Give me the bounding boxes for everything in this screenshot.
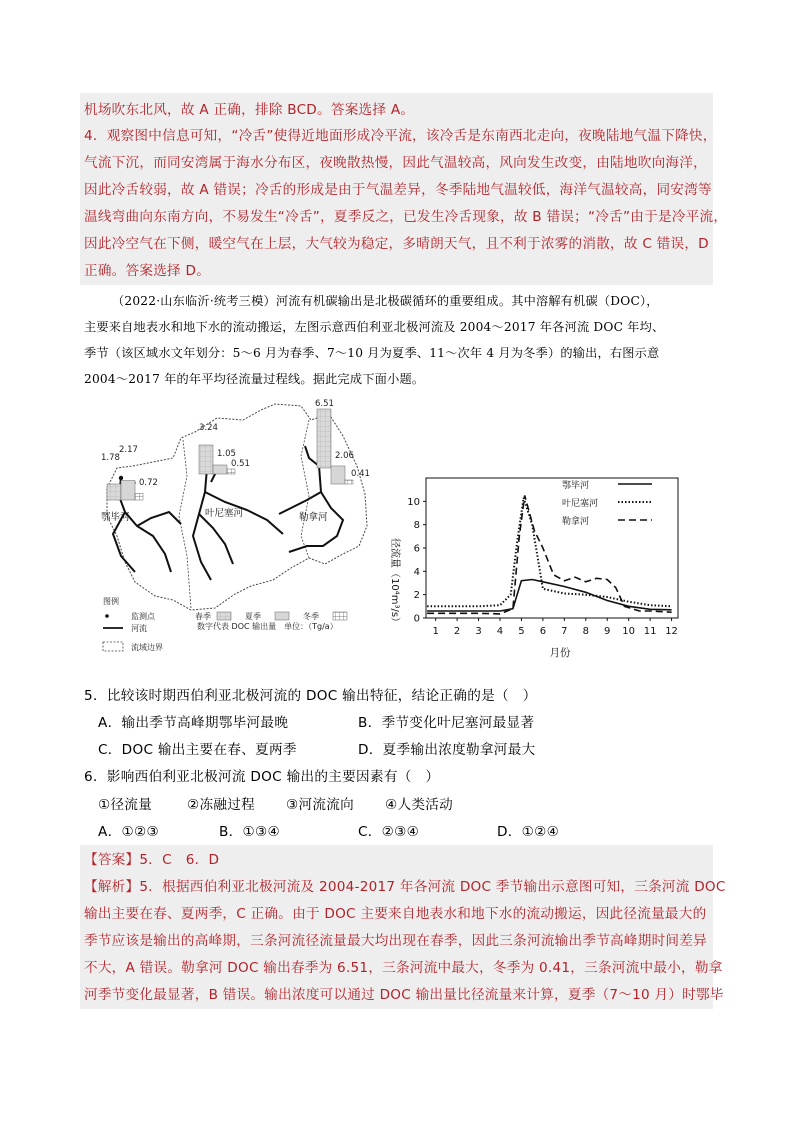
legend-river: 河流 — [131, 624, 147, 633]
q5-option-b: B．季节变化叶尼塞河最显著 — [358, 715, 535, 731]
y-tick-label: 4 — [413, 566, 420, 578]
x-tick-label: 12 — [665, 626, 678, 637]
q6-factor-2: ②冻融过程 — [187, 797, 256, 813]
bar-lena-winter — [345, 480, 353, 484]
label-yenisei-winter: 0.51 — [231, 459, 250, 469]
y-tick-label: 8 — [413, 520, 420, 532]
runoff-chart — [380, 470, 690, 660]
analysis-line-5: 河季节变化最显著，B 错误。输出浓度可以通过 DOC 输出量比径流量来计算，夏季（7～10 月）时鄂毕 — [84, 987, 724, 1003]
answer-line — [84, 848, 219, 868]
intro-line-4: 2004～2017 年的年平均径流量过程线。据此完成下面小题。 — [84, 372, 425, 386]
analysis-line-4: 不大，A 错误。勒拿河 DOC 输出春季为 6.51，三条河流中最大，冬季为 0.41，三条河流中最小，勒拿 — [84, 960, 723, 976]
q6-option-a: A．①②③ — [98, 824, 159, 840]
legend-boundary: 流域边界 — [131, 643, 163, 652]
label-yenisei-spring: 3.24 — [199, 423, 218, 433]
q5-stem: 5．比较该时期西伯利亚北极河流的 DOC 输出特征，结论正确的是（ ） — [84, 688, 537, 704]
analysis-text-1: 5．根据西伯利亚北极河流及 2004-2017 年各河流 DOC 季节输出示意图可知，三条河流 DOC — [139, 879, 726, 895]
y-tick-label: 2 — [413, 590, 420, 602]
intro-line-1: （2022·山东临沂·统考三模）河流有机碳输出是北极碳循环的重要组成。其中溶解有机碳（DOC）， — [112, 294, 659, 308]
series-line-2 — [427, 498, 671, 607]
label-obi-summer: 2.17 — [119, 445, 138, 455]
q6-stem: 6．影响西伯利亚北极河流 DOC 输出的主要因素有（ ） — [84, 769, 440, 785]
doc-map-figure — [95, 396, 385, 636]
legend-spring: 春季 — [195, 612, 211, 621]
explanation-line-4: 因此冷舌较弱，故 A 错误；冷舌的形成是由于气温差异，冬季陆地气温较低，海洋气温较高，同安湾等 — [84, 182, 712, 198]
q5-option-a: A．输出季节高峰期鄂毕河最晚 — [98, 715, 289, 731]
bar-lena-spring — [317, 409, 331, 468]
q5-option-c: C．DOC 输出主要在春、夏两季 — [98, 742, 297, 758]
series-line-1 — [427, 580, 671, 612]
series-line-3 — [427, 496, 671, 614]
label-lena-winter: 0.41 — [351, 469, 370, 479]
y-axis-label: 径流量（10⁴m³/s） — [389, 538, 400, 628]
explanation-line-5: 温线弯曲向东南方向，不易发生“冷舌”，夏季反之，已发生冷舌现象，故 B 错误；“冷舌”由于是冷平流， — [84, 209, 728, 225]
analysis-line-3: 季节应该是输出的高峰期，三条河流径流量最大均出现在春季，因此三条河流输出季节高峰期时间差异 — [84, 933, 707, 949]
legend-entry-3: 勒拿河 — [562, 517, 590, 527]
x-tick-label: 2 — [453, 626, 461, 637]
explanation-line-2: 4．观察图中信息可知，“冷舌”使得近地面形成冷平流，该冷舌是东南西北走向，夜晚陆地气温下降快， — [84, 128, 717, 144]
legend-entry-2: 叶尼塞河 — [562, 499, 599, 509]
y-tick-label: 6 — [413, 543, 420, 555]
river-label-yenisei: 叶尼塞河 — [205, 508, 244, 519]
analysis-line-1 — [84, 875, 726, 895]
label-lena-summer: 2.06 — [335, 451, 354, 461]
q6-factor-1: ①径流量 — [98, 797, 153, 813]
x-tick-label: 1 — [432, 626, 439, 637]
label-lena-spring: 6.51 — [315, 399, 334, 409]
x-tick-label: 11 — [643, 626, 657, 637]
map-note-line: 数字代表 DOC 输出量 单位：（Tg/a） — [197, 622, 338, 631]
analysis-line-2: 输出主要在春、夏两季，C 正确。由于 DOC 主要来自地表水和地下水的流动搬运，因此径流量最大的 — [84, 906, 707, 922]
legend-title: 图例 — [103, 597, 119, 606]
analysis-tag: 【解析】 — [84, 879, 140, 895]
x-tick-label: 10 — [622, 626, 636, 637]
explanation-line-3: 气流下沉，而同安湾属于海水分布区，夜晚散热慢，因此气温较高，风向发生改变，由陆地吹向海洋， — [84, 155, 707, 171]
intro-line-3: 季节（该区域水文年划分：5～6 月为春季、7～10 月为夏季、11～次年 4 月为冬季）的输出，右图示意 — [84, 346, 660, 360]
bar-obi-spring — [107, 484, 121, 500]
bar-obi-winter — [135, 494, 143, 501]
intro-line-2: 主要来自地表水和地下水的流动搬运，左图示意西伯利亚北极河流及 2004～2017 年各河流 DOC 年均、 — [84, 320, 665, 334]
q6-option-c: C．②③④ — [358, 824, 420, 840]
map-legend-extra — [95, 636, 385, 670]
legend-winter: 冬季 — [303, 612, 319, 621]
station-obi — [119, 476, 123, 480]
legend-station: 监测点 — [131, 612, 155, 621]
answer-text: 5．C 6．D — [139, 852, 220, 868]
x-tick-label: 3 — [475, 626, 482, 637]
river-label-obi: 鄂毕河 — [101, 512, 130, 523]
x-tick-label: 4 — [496, 626, 504, 637]
label-obi-spring: 1.78 — [101, 453, 120, 463]
map-legend — [103, 596, 156, 633]
legend-summer: 夏季 — [245, 612, 261, 621]
answer-tag: 【答案】 — [84, 852, 140, 868]
x-tick-label: 7 — [561, 626, 568, 637]
q5-option-d: D．夏季输出浓度勒拿河最大 — [358, 742, 536, 758]
x-tick-label: 6 — [539, 626, 547, 637]
explanation-line-6: 因此冷空气在下侧，暖空气在上层，大气较为稳定，多晴朗天气，且不利于浓雾的消散，故 C 错误，D — [84, 236, 709, 252]
q6-option-b: B．①③④ — [219, 824, 280, 840]
y-tick-label: 0 — [413, 613, 420, 625]
x-axis-label: 月份 — [549, 647, 571, 659]
bar-yenisei-spring — [199, 445, 213, 474]
bar-yenisei-winter — [227, 469, 235, 474]
explanation-line-1: 机场吹东北风，故 A 正确，排除 BCD。答案选择 A。 — [84, 102, 415, 118]
legend-entry-1: 鄂毕河 — [562, 481, 590, 491]
bar-yenisei-summer — [213, 465, 227, 474]
river-label-lena: 勒拿河 — [299, 512, 328, 523]
label-obi-winter: 0.72 — [139, 478, 158, 488]
bar-obi-summer — [121, 481, 135, 501]
plot-frame — [426, 478, 678, 618]
label-yenisei-summer: 1.05 — [217, 449, 236, 459]
q6-option-d: D．①②④ — [497, 824, 560, 840]
q6-factor-4: ④人类活动 — [385, 797, 454, 813]
y-tick-label: 10 — [407, 496, 420, 508]
explanation-line-7: 正确。答案选择 D。 — [84, 263, 211, 279]
x-tick-label: 9 — [604, 626, 611, 637]
bar-lena-summer — [331, 466, 345, 484]
q6-factor-3: ③河流流向 — [286, 797, 355, 813]
x-tick-label: 8 — [582, 626, 589, 637]
x-tick-label: 5 — [518, 626, 525, 637]
